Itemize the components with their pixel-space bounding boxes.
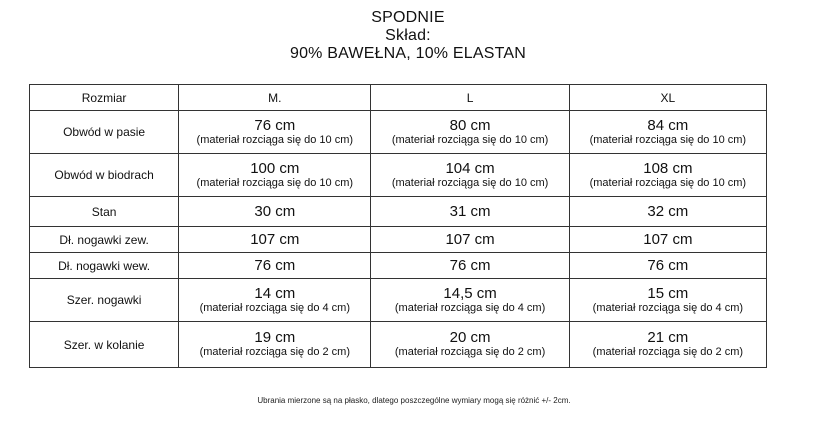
cell-value: 76 cm xyxy=(254,256,296,274)
table-cell xyxy=(179,111,371,154)
cell-value: 21 cm xyxy=(647,329,689,346)
cell-value: 76 cm xyxy=(254,116,296,134)
table-row xyxy=(30,322,767,368)
table-row xyxy=(30,279,767,322)
table-cell xyxy=(179,322,371,368)
table-cell xyxy=(179,253,371,279)
cell-value: 76 cm xyxy=(449,256,491,274)
cell-value: 14 cm xyxy=(254,284,296,302)
header-size: Rozmiar xyxy=(30,85,179,111)
page-header xyxy=(0,9,816,63)
cell-value: 31 cm xyxy=(449,202,491,220)
cell-note: (materiał rozciąga się do 10 cm) xyxy=(391,133,549,146)
cell-note: (materiał rozciąga się do 2 cm) xyxy=(592,346,744,358)
table-cell xyxy=(569,279,766,322)
cell-value: 107 cm xyxy=(250,230,300,248)
measurement-footnote: Ubrania mierzone są na płasko, dlatego poszczególne wymiary mogą się różnić +/- 2cm. xyxy=(257,396,571,405)
composition-value: 90% BAWEŁNA, 10% ELASTAN xyxy=(289,45,526,62)
cell-value: 107 cm xyxy=(643,230,693,248)
table-cell xyxy=(569,197,766,227)
cell-value: 14,5 cm xyxy=(443,284,497,302)
cell-note: (materiał rozciąga się do 10 cm) xyxy=(589,176,747,189)
cell-value: 30 cm xyxy=(254,202,296,220)
table-cell xyxy=(569,154,766,197)
cell-value: 100 cm xyxy=(250,159,300,177)
table-row xyxy=(30,197,767,227)
cell-value: 104 cm xyxy=(445,159,495,177)
cell-note: (materiał rozciąga się do 10 cm) xyxy=(196,176,354,189)
table-cell xyxy=(569,227,766,253)
table-row xyxy=(30,111,767,154)
cell-value: 108 cm xyxy=(643,159,693,177)
cell-value: 107 cm xyxy=(445,230,495,248)
cell-value: 32 cm xyxy=(647,202,689,220)
table-row xyxy=(30,154,767,197)
header-xl: XL xyxy=(569,85,766,111)
table-cell xyxy=(569,322,766,368)
table-cell xyxy=(371,197,569,227)
table-cell xyxy=(371,111,569,154)
cell-value: 15 cm xyxy=(647,284,689,302)
row-label: Obwód w biodrach xyxy=(30,154,179,197)
table-cell xyxy=(179,154,371,197)
cell-value: 80 cm xyxy=(449,116,491,134)
table-cell xyxy=(569,253,766,279)
composition-label: Skład: xyxy=(385,27,431,44)
cell-value: 20 cm xyxy=(449,329,491,346)
size-table xyxy=(29,84,767,368)
row-label: Stan xyxy=(30,197,179,227)
row-label: Dł. nogawki zew. xyxy=(30,227,179,253)
cell-value: 84 cm xyxy=(647,116,689,134)
table-cell xyxy=(179,197,371,227)
cell-value: 19 cm xyxy=(254,329,296,346)
cell-note: (materiał rozciąga się do 4 cm) xyxy=(394,301,546,314)
table-cell xyxy=(569,111,766,154)
cell-note: (materiał rozciąga się do 10 cm) xyxy=(589,133,747,146)
table-cell xyxy=(371,322,569,368)
cell-note: (materiał rozciąga się do 4 cm) xyxy=(592,301,744,314)
table-row xyxy=(30,253,767,279)
header-l: L xyxy=(371,85,569,111)
table-cell xyxy=(371,279,569,322)
row-label: Szer. nogawki xyxy=(30,279,179,322)
table-cell xyxy=(371,154,569,197)
cell-note: (materiał rozciąga się do 2 cm) xyxy=(394,346,546,358)
table-cell xyxy=(179,279,371,322)
cell-note: (materiał rozciąga się do 10 cm) xyxy=(391,176,549,189)
cell-note: (materiał rozciąga się do 2 cm) xyxy=(199,346,350,358)
product-title: SPODNIE xyxy=(371,9,445,26)
table-cell xyxy=(179,227,371,253)
row-label: Dł. nogawki wew. xyxy=(30,253,179,279)
table-cell xyxy=(371,227,569,253)
cell-value: 76 cm xyxy=(647,256,689,274)
header-m: M. xyxy=(179,85,371,111)
row-label: Obwód w pasie xyxy=(30,111,179,154)
table-row xyxy=(30,227,767,253)
cell-note: (materiał rozciąga się do 10 cm) xyxy=(196,133,354,146)
cell-note: (materiał rozciąga się do 4 cm) xyxy=(199,301,350,314)
row-label: Szer. w kolanie xyxy=(30,322,179,368)
table-cell xyxy=(371,253,569,279)
table-header-row xyxy=(30,85,767,111)
